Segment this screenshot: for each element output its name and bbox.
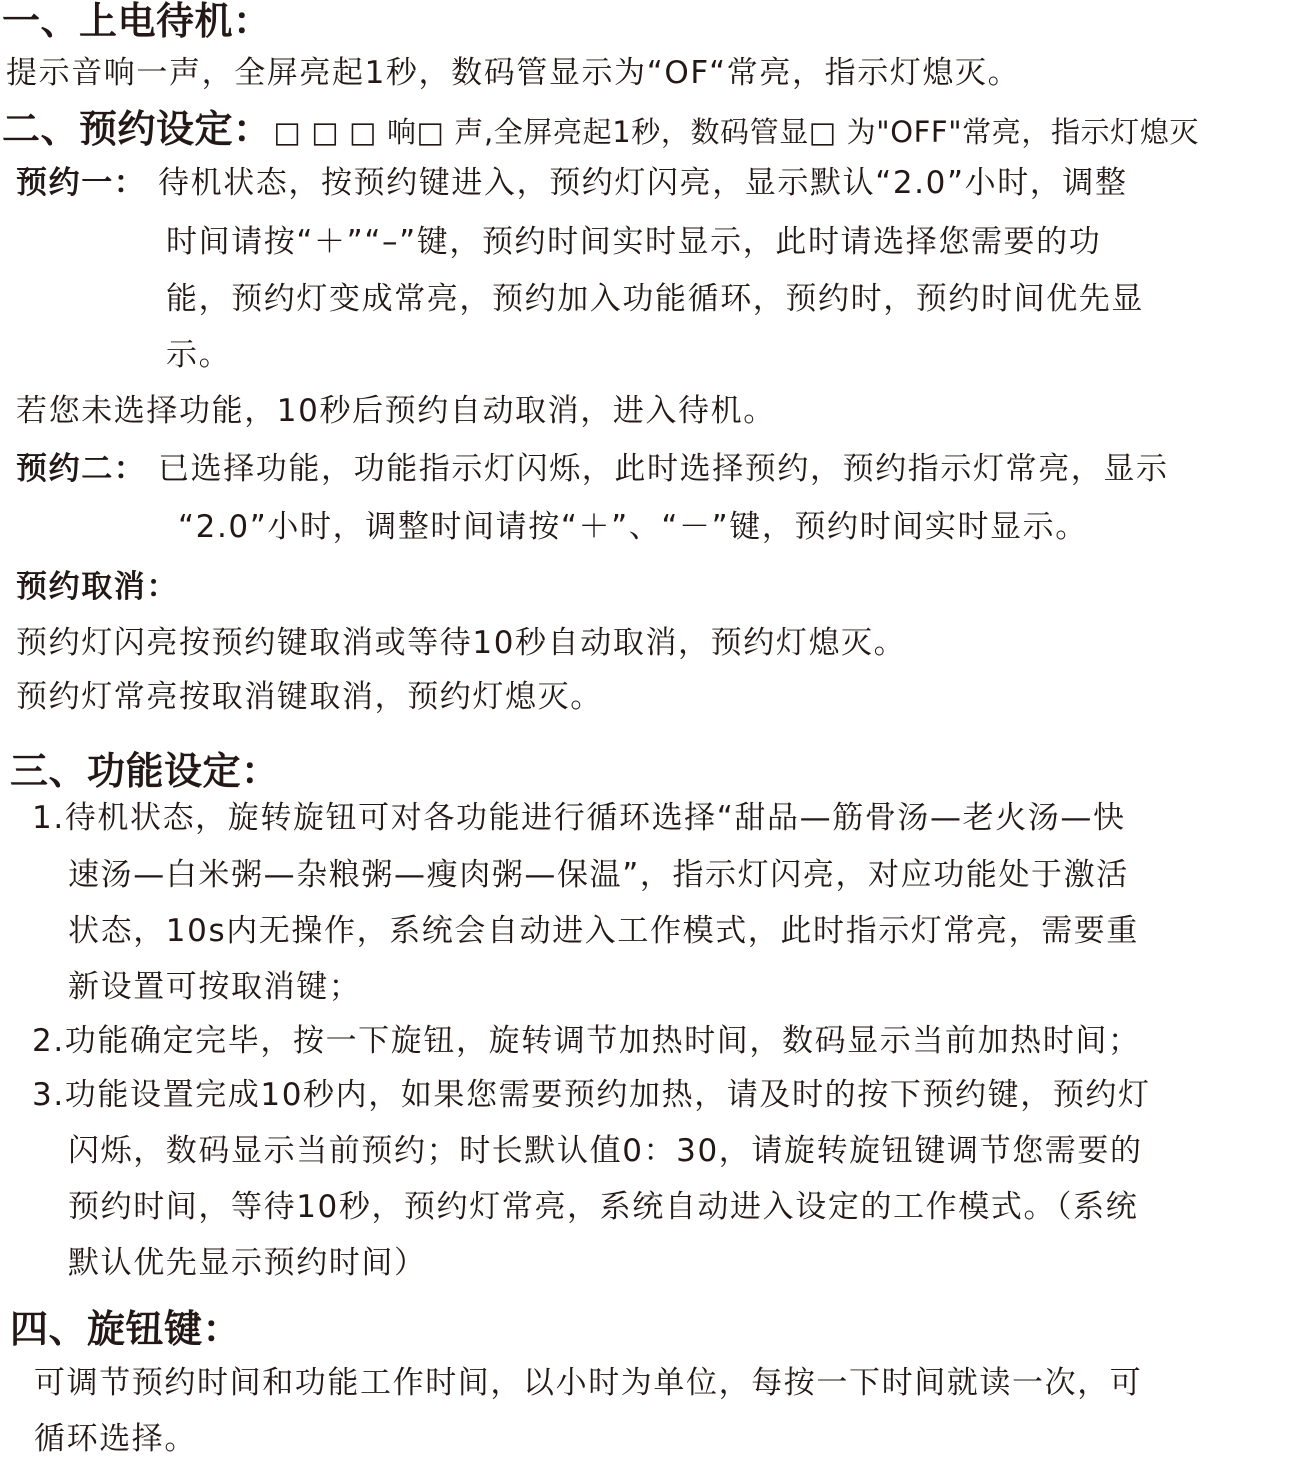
function-item-3-line: 3.功能设置完成10秒内，如果您需要预约加热，请及时的按下预约键，预约灯 [32,1077,1151,1113]
section-1-heading: 一、上电待机： [2,0,272,43]
yuyue1-line: 能，预约灯变成常亮，预约加入功能循环，预约时，预约时间优先显 [166,281,1144,317]
cancel-line: 预约灯常亮按取消键取消，预约灯熄灭。 [16,679,603,715]
section-2-heading-row [2,107,1199,151]
cancel-label: 预约取消： [16,569,179,605]
function-item-3-line: 闪烁，数码显示当前预约；时长默认值0：30，请旋转旋钮键调节您需要的 [68,1133,1143,1169]
function-item-1-line: 1.待机状态，旋转旋钮可对各功能进行循环选择“甜品—筋骨汤—老火汤—快 [32,800,1126,836]
section-2-heading: 二、预约设定： [2,107,272,151]
yuyue1-label: 预约一： [16,165,147,201]
section-3-heading: 三、功能设定： [10,749,280,793]
knob-line: 循环选择。 [34,1421,197,1457]
function-item-1-line: 新设置可按取消键； [68,969,362,1005]
section-4-heading: 四、旋钮键： [10,1307,242,1351]
function-item-3-line: 默认优先显示预约时间） [68,1245,427,1281]
section-2-heading-note: □ □ □ 响□ 声,全屏亮起1秒，数码管显□ 为"OFF"常亮，指示灯熄灭 [273,115,1199,149]
yuyue1-line: 时间请按“＋”“–”键，预约时间实时显示，此时请选择您需要的功 [166,224,1102,260]
function-item-1-line: 速汤—白米粥—杂粮粥—瘦肉粥—保温”，指示灯闪亮，对应功能处于激活 [68,857,1129,893]
yuyue2-line: “2.0”小时，调整时间请按“＋”、“－”键，预约时间实时显示。 [178,509,1088,545]
yuyue1-line: 待机状态，按预约键进入，预约灯闪亮，显示默认“2.0”小时，调整 [158,165,1128,201]
section-1-line: 提示音响一声，全屏亮起1秒，数码管显示为“OF“常亮，指示灯熄灭。 [6,55,1021,91]
yuyue2-label: 预约二： [16,451,147,487]
yuyue1-line: 示。 [166,337,232,373]
function-item-2-line: 2.功能确定完毕，按一下旋钮，旋转调节加热时间，数码显示当前加热时间； [32,1023,1141,1059]
function-item-1-line: 状态，10s内无操作，系统会自动进入工作模式，此时指示灯常亮，需要重 [68,913,1139,949]
function-item-3-line: 预约时间，等待10秒，预约灯常亮，系统自动进入设定的工作模式。（系统 [68,1189,1139,1225]
auto-cancel-note: 若您未选择功能，10秒后预约自动取消，进入待机。 [16,393,776,429]
knob-line: 可调节预约时间和功能工作时间，以小时为单位，每按一下时间就读一次，可 [34,1365,1143,1401]
cancel-line: 预约灯闪亮按预约键取消或等待10秒自动取消，预约灯熄灭。 [16,625,907,661]
yuyue2-line: 已选择功能，功能指示灯闪烁，此时选择预约，预约指示灯常亮，显示 [158,451,1169,487]
